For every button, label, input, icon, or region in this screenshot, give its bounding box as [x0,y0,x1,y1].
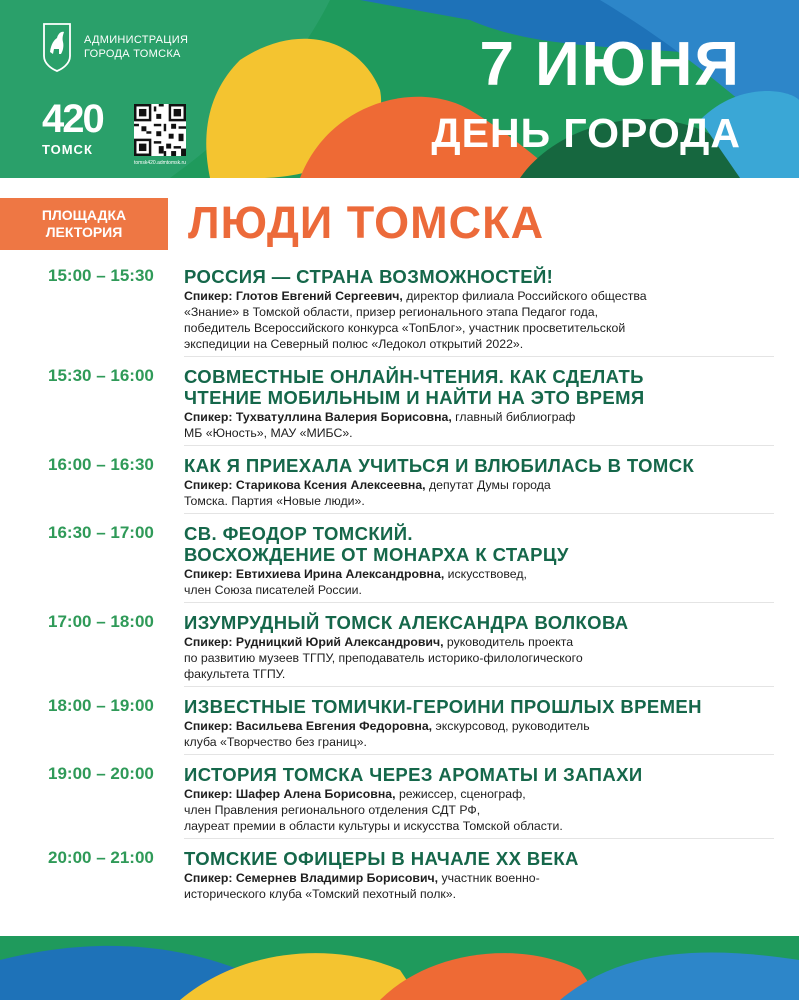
session-content [184,455,774,514]
session-title-line: РОССИЯ — СТРАНА ВОЗМОЖНОСТЕЙ! [184,266,554,287]
qr-code-icon[interactable] [134,104,186,156]
session-title-line: СОВМЕСТНЫЕ ОНЛАЙН-ЧТЕНИЯ. КАК СДЕЛАТЬ [184,366,644,387]
speaker-prefix: Спикер: [184,567,233,581]
administration-logo [42,22,188,72]
schedule-session [0,266,799,357]
session-title [184,366,774,408]
speaker-line [184,320,774,336]
schedule-session [0,764,799,839]
session-title [184,696,774,717]
session-title [184,612,774,633]
session-time: 16:30 – 17:00 [48,523,154,542]
speaker-name: Тухватуллина Валерия Борисовна, [235,410,452,424]
speaker-prefix: Спикер: [184,719,233,733]
speaker-description: «Знание» в Томской области, призер регионального этапа Педагог года, [184,305,599,319]
speaker-line [184,718,774,734]
speaker-name: Шафер Алена Борисовна, [235,787,396,801]
session-speaker [184,870,774,902]
speaker-line [184,634,774,650]
speaker-description: депутат Думы города [425,478,551,492]
speaker-prefix: Спикер: [184,289,233,303]
speaker-description: клуба «Творчество без границ». [184,735,367,749]
speaker-line [184,425,774,441]
session-time: 19:00 – 20:00 [48,764,154,783]
tomsk-420-logo [42,97,103,157]
session-divider [184,602,774,603]
schedule-session [0,696,799,755]
speaker-description: победитель Всероссийского конкурса «ТопБлог», участник просветительской [184,321,626,335]
session-content [184,523,774,603]
speaker-name: Рудницкий Юрий Александрович, [235,635,444,649]
speaker-description: член Правления регионального отделения СДТ РФ, [184,803,481,817]
session-speaker [184,288,774,352]
speaker-description: экспедиции на Северный полюс «Ледокол открытий 2022». [184,337,524,351]
session-divider [184,356,774,357]
session-title-line: СВ. ФЕОДОР ТОМСКИЙ. [184,523,413,544]
logo-city: ТОМСК [42,142,93,157]
session-title [184,455,774,476]
session-time: 17:00 – 18:00 [48,612,154,631]
speaker-prefix: Спикер: [184,635,233,649]
speaker-description: руководитель проекта [443,635,574,649]
logo-number: 420 [42,97,103,141]
schedule-list [0,266,799,911]
session-title [184,848,774,869]
session-divider [184,686,774,687]
session-title-line: ВОСХОЖДЕНИЕ ОТ МОНАРХА К СТАРЦУ [184,544,569,565]
speaker-name: Глотов Евгений Сергеевич, [235,289,403,303]
speaker-line [184,566,774,582]
session-divider [184,754,774,755]
speaker-line [184,666,774,682]
speaker-description: директор филиала Российского общества [402,289,647,303]
speaker-line [184,493,774,509]
speaker-name: Старикова Ксения Алексеевна, [235,478,426,492]
speaker-name: Евтихиева Ирина Александровна, [235,567,445,581]
speaker-name: Васильева Евгения Федоровна, [235,719,433,733]
speaker-description: главный библиограф [451,410,576,424]
session-title-line: ИСТОРИЯ ТОМСКА ЧЕРЕЗ АРОМАТЫ И ЗАПАХИ [184,764,643,785]
event-name: ДЕНЬ ГОРОДА [431,110,741,156]
speaker-description: лауреат премии в области культуры и искусства Томской области. [184,819,563,833]
session-title [184,764,774,785]
session-divider [184,838,774,839]
speaker-description: Томска. Партия «Новые люди». [184,494,365,508]
header [0,0,799,178]
session-speaker [184,786,774,834]
speaker-line [184,582,774,598]
speaker-description: искусствовед, [444,567,527,581]
session-title-line: КАК Я ПРИЕХАЛА УЧИТЬСЯ И ВЛЮБИЛАСЬ В ТОМСК [184,455,695,476]
speaker-line [184,886,774,902]
speaker-prefix: Спикер: [184,478,233,492]
session-content [184,848,774,902]
session-title-line: ИЗВЕСТНЫЕ ТОМИЧКИ-ГЕРОИНИ ПРОШЛЫХ ВРЕМЕН [184,696,702,717]
session-speaker [184,409,774,441]
speaker-prefix: Спикер: [184,410,233,424]
session-divider [184,445,774,446]
venue-line-1: ПЛОЩАДКА [41,207,127,223]
session-title-line: ИЗУМРУДНЫЙ ТОМСК АЛЕКСАНДРА ВОЛКОВА [184,612,629,633]
venue-label [0,198,168,250]
session-title-line: ЧТЕНИЕ МОБИЛЬНЫМ И НАЙТИ НА ЭТО ВРЕМЯ [184,387,645,408]
session-content [184,366,774,446]
schedule-session [0,612,799,687]
speaker-line [184,336,774,352]
speaker-line [184,818,774,834]
speaker-line [184,409,774,425]
session-speaker [184,566,774,598]
schedule-session [0,455,799,514]
event-date: 7 ИЮНЯ [479,30,741,99]
speaker-line [184,304,774,320]
section-title: ЛЮДИ ТОМСКА [188,197,545,248]
speaker-description: участник военно- [438,871,540,885]
session-speaker [184,634,774,682]
speaker-prefix: Спикер: [184,787,233,801]
speaker-description: МБ «Юность», МАУ «МИБС». [184,426,353,440]
tomsk-crest-icon [42,22,72,72]
schedule-session [0,523,799,603]
speaker-line [184,734,774,750]
venue-line-2: ЛЕКТОРИЯ [45,224,123,240]
program-panel [0,178,799,936]
session-title [184,266,774,287]
speaker-name: Семернев Владимир Борисович, [235,871,439,885]
session-title [184,523,774,565]
speaker-description: факультета ТГПУ. [184,667,286,681]
admin-line-2: ГОРОДА ТОМСКА [84,48,181,60]
speaker-line [184,802,774,818]
speaker-description: по развитию музеев ТГПУ, преподаватель историко-филологического [184,651,583,665]
session-divider [184,513,774,514]
speaker-description: экскурсовод, руководитель [432,719,590,733]
session-time: 16:00 – 16:30 [48,455,154,474]
session-content [184,696,774,755]
speaker-line [184,477,774,493]
speaker-prefix: Спикер: [184,871,233,885]
session-content [184,266,774,357]
session-time: 20:00 – 21:00 [48,848,154,867]
admin-line-1: АДМИНИСТРАЦИЯ [84,34,189,46]
session-speaker [184,718,774,750]
qr-url: tomsk420.admtomsk.ru [134,160,186,166]
session-speaker [184,477,774,509]
schedule-session [0,366,799,446]
speaker-description: исторического клуба «Томский пехотный полк». [184,887,457,901]
session-time: 15:00 – 15:30 [48,266,154,285]
session-time: 18:00 – 19:00 [48,696,154,715]
session-title-line: ТОМСКИЕ ОФИЦЕРЫ В НАЧАЛЕ XX ВЕКА [184,848,579,869]
session-content [184,612,774,687]
session-time: 15:30 – 16:00 [48,366,154,385]
speaker-description: член Союза писателей России. [184,583,362,597]
speaker-line [184,650,774,666]
session-content [184,764,774,839]
speaker-line [184,786,774,802]
speaker-line [184,288,774,304]
speaker-line [184,870,774,886]
schedule-session [0,848,799,902]
speaker-description: режиссер, сценограф, [395,787,526,801]
